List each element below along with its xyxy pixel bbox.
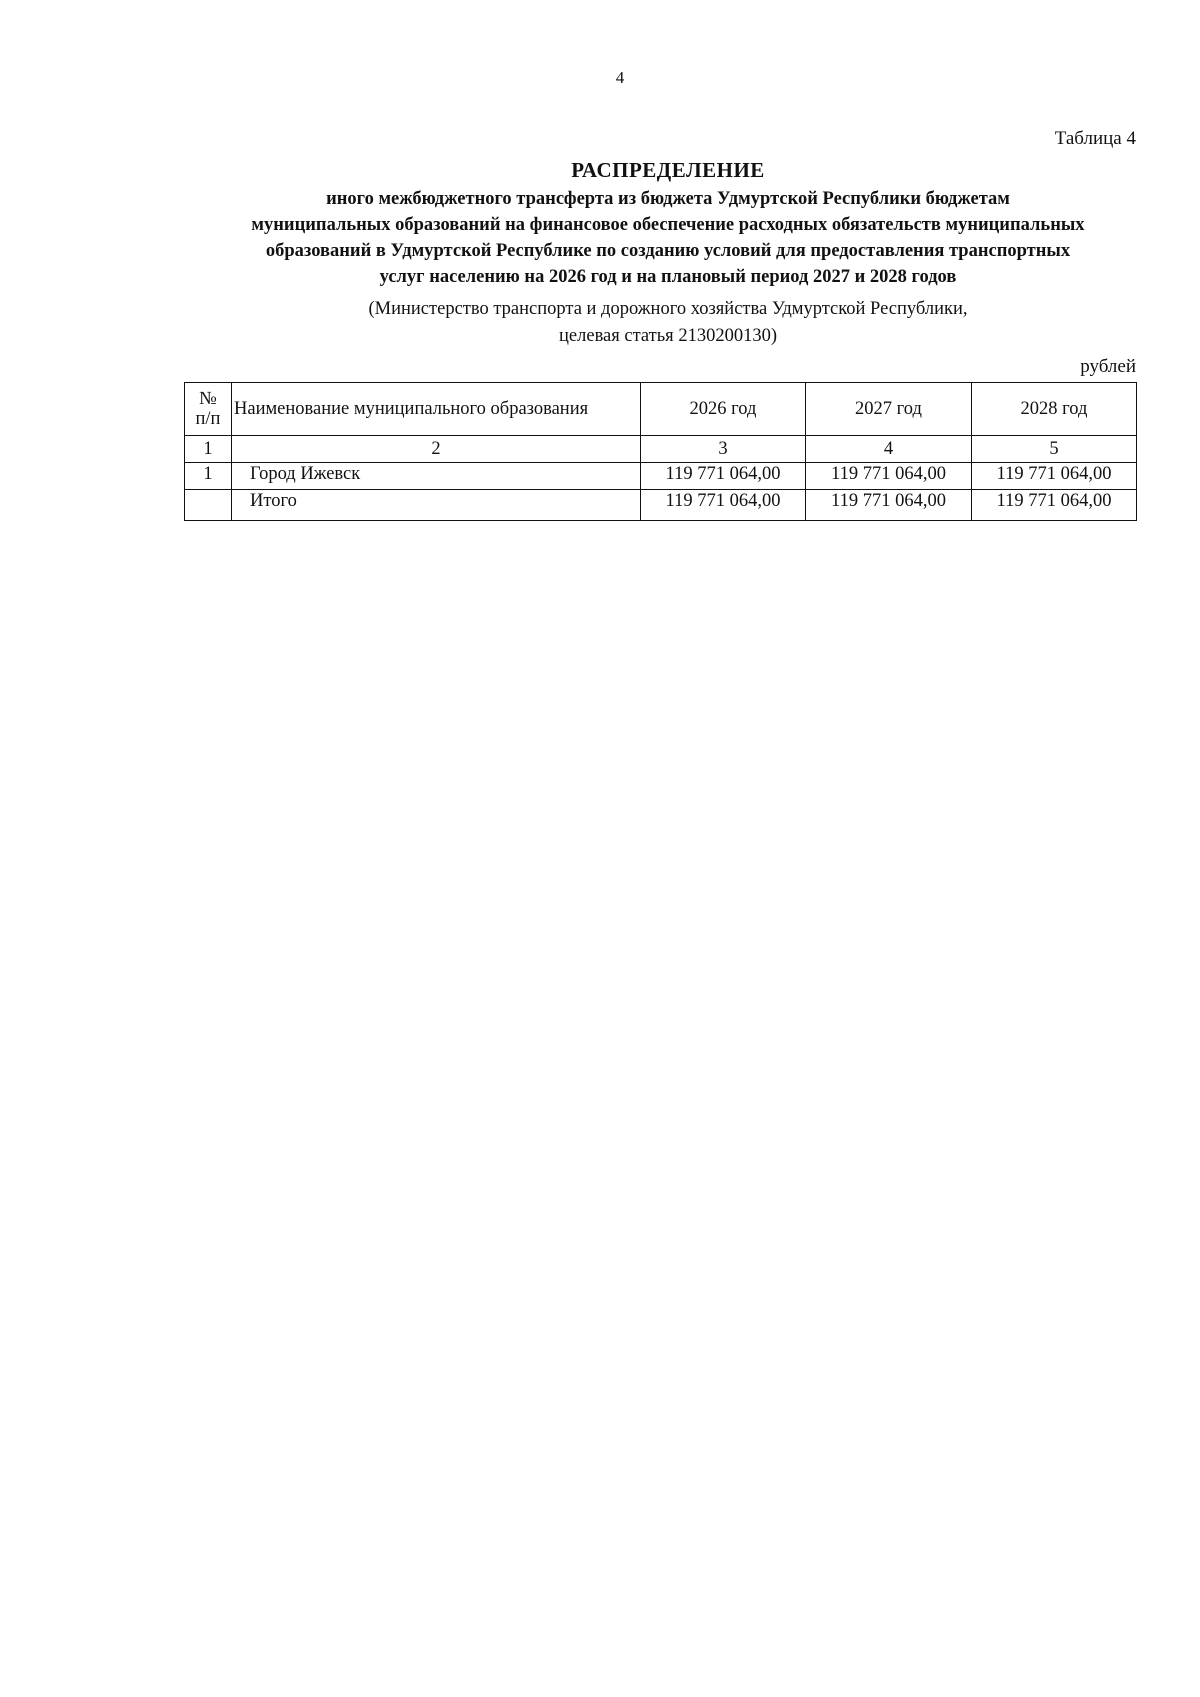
header-number-abbr: п/п: [195, 409, 221, 429]
column-index: 1: [185, 436, 232, 463]
total-number: [185, 490, 232, 521]
total-amount-2028: 119 771 064,00: [972, 490, 1137, 521]
page-number: 4: [615, 68, 625, 87]
table-total-row: [185, 490, 1137, 521]
source-note: [170, 296, 1166, 350]
column-index: 5: [972, 436, 1137, 463]
row-amount-2026: 119 771 064,00: [641, 463, 806, 490]
table-column-index-row: [185, 436, 1137, 463]
column-index: 2: [232, 436, 641, 463]
total-amount-2027: 119 771 064,00: [806, 490, 972, 521]
header-year-2027: 2027 год: [806, 383, 972, 436]
distribution-table: [184, 382, 1137, 521]
unit-label: рублей: [1080, 356, 1136, 377]
table-header-row: [185, 383, 1137, 436]
heading-subtitle: [170, 186, 1166, 290]
heading-subtitle-line: муниципальных образований на финансовое обеспечение расходных обязательств муниципальных: [251, 215, 1085, 235]
document-heading: [170, 158, 1166, 290]
column-index: 4: [806, 436, 972, 463]
header-number: [185, 383, 232, 436]
header-year-2026: 2026 год: [641, 383, 806, 436]
header-year-2028: 2028 год: [972, 383, 1137, 436]
table-row: [185, 463, 1137, 490]
header-municipality-name: Наименование муниципального образования: [232, 383, 641, 436]
row-number: 1: [185, 463, 232, 490]
heading-title: РАСПРЕДЕЛЕНИЕ: [571, 158, 765, 182]
column-index: 3: [641, 436, 806, 463]
total-amount-2026: 119 771 064,00: [641, 490, 806, 521]
row-amount-2028: 119 771 064,00: [972, 463, 1137, 490]
table-label: Таблица 4: [1054, 128, 1136, 149]
row-amount-2027: 119 771 064,00: [806, 463, 972, 490]
source-note-line: (Министерство транспорта и дорожного хозяйства Удмуртской Республики,: [368, 299, 968, 319]
heading-subtitle-line: услуг населению на 2026 год и на плановый период 2027 и 2028 годов: [379, 267, 957, 287]
row-municipality-name: Город Ижевск: [232, 463, 641, 490]
source-note-line: целевая статья 2130200130): [559, 326, 777, 346]
heading-subtitle-line: образований в Удмуртской Республике по созданию условий для предоставления транспортных: [265, 241, 1071, 261]
heading-subtitle-line: иного межбюджетного трансферта из бюджета Удмуртской Республики бюджетам: [326, 189, 1010, 209]
header-number-symbol: №: [199, 389, 217, 409]
total-label: Итого: [232, 490, 641, 521]
